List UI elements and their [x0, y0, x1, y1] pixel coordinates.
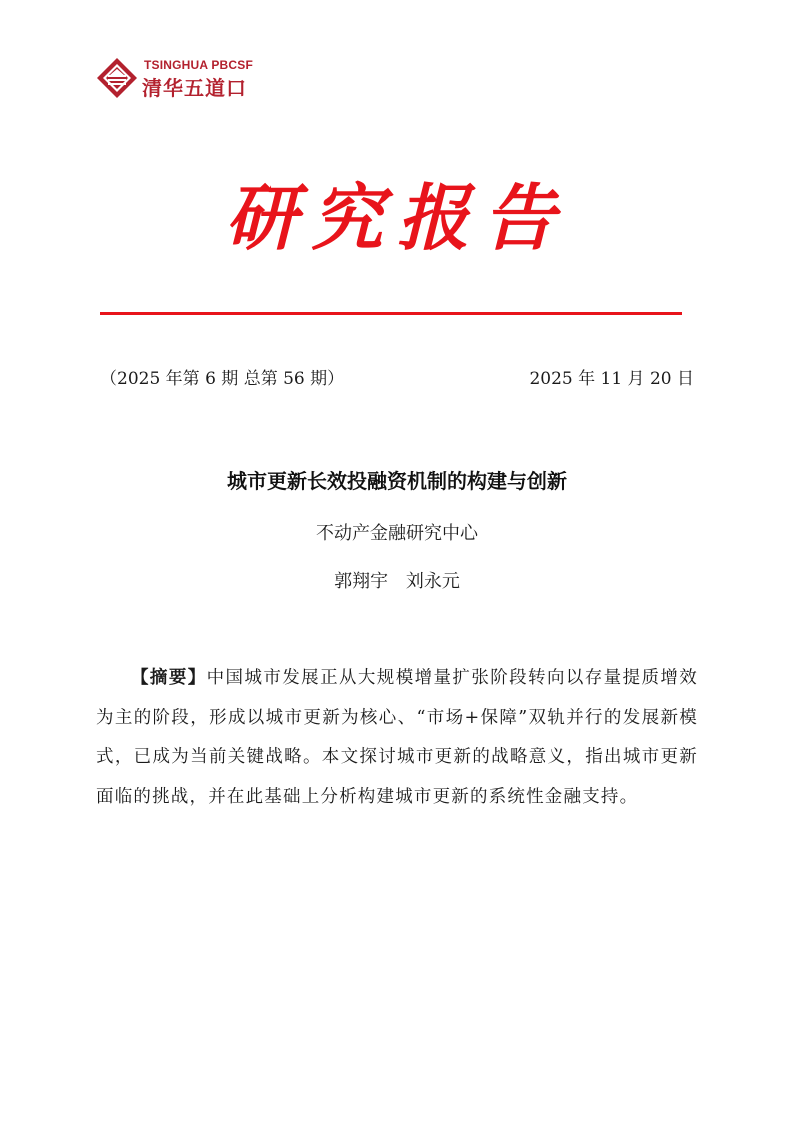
research-center: 不动产金融研究中心 [316, 523, 478, 544]
author-name: 郭翔宇 [334, 571, 389, 592]
tsinghua-pbcsf-logo-icon [96, 57, 138, 99]
abstract-label: 【摘要】 [131, 668, 207, 688]
red-divider [100, 312, 682, 315]
logo-chinese-text: 清华五道口 [142, 76, 247, 100]
report-title: 研究报告 [224, 175, 569, 260]
author-name: 刘永元 [405, 571, 460, 592]
abstract-text: 中国城市发展正从大规模增量扩张阶段转向以存量提质增效为主的阶段，形成以城市更新为核心、“市场+保障”双轨并行的发展新模式，已成为当前关键战略。本文探讨城市更新的战略意义，指出城市更新面临的挑战，并在此基础上分析构建城市更新的系统性金融支持。 [96, 668, 698, 807]
logo-english-text: TSINGHUA PBCSF [144, 58, 254, 72]
logo [96, 55, 266, 101]
abstract [96, 659, 698, 817]
authors [0, 567, 794, 593]
article-title: 城市更新长效投融资机制的构建与创新 [227, 469, 567, 493]
issue-number: （2025 年第 6 期 总第 56 期） [100, 369, 345, 389]
publication-date: 2025 年 11 月 20 日 [529, 369, 694, 389]
